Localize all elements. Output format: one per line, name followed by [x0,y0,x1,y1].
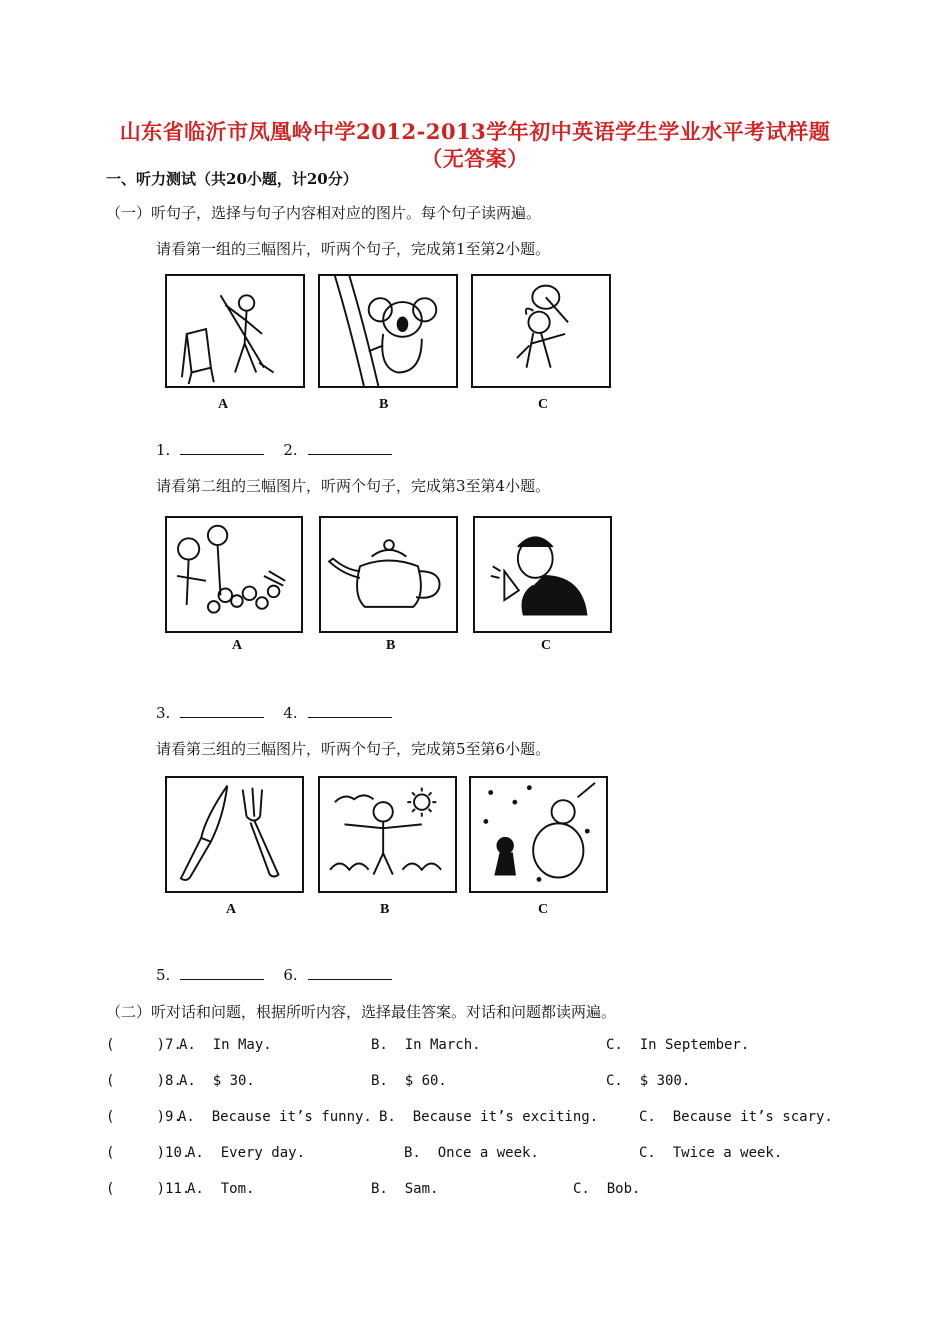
sunny-day-picture [318,776,457,893]
man-sneezing-picture [473,516,612,633]
question-number: 4. [283,704,298,722]
picture-label-a: A [218,397,229,412]
picture-label-b: B [380,902,390,917]
option-b: B. Once a week. [404,1145,539,1161]
option-c: C. Bob. [573,1181,641,1197]
question-number: 8. [165,1073,182,1089]
question-number: 3. [156,704,171,722]
question-row-7 [106,1037,182,1053]
knife-and-fork-picture [165,776,304,893]
part1-instruction: （一）听句子，选择与句子内容相对应的图片。每个句子读两遍。 [106,204,542,222]
group2-instruction: 请看第二组的三幅图片，听两个句子，完成第3至第4小题。 [156,477,551,495]
picture-label-b: B [386,638,396,653]
answer-blank[interactable] [180,440,264,455]
answer-blank[interactable] [180,703,264,718]
group1-instruction: 请看第一组的三幅图片，听两个句子，完成第1至第2小题。 [156,240,551,258]
answer-parenthesis[interactable]: ( ) [106,1109,166,1125]
option-a: A. Every day. [187,1145,306,1161]
question-row-8 [106,1073,182,1089]
option-c: C. Because it’s scary. [639,1109,833,1125]
group3-instruction: 请看第三组的三幅图片，听两个句子，完成第5至第6小题。 [156,740,551,758]
option-b: B. Sam. [371,1181,439,1197]
option-a: A. $ 30. [179,1073,255,1089]
question-number: 9. [165,1109,182,1125]
question-number: 1. [156,441,171,459]
question-row-10 [106,1145,190,1161]
snowman-picture [469,776,608,893]
picture-label-c: C [538,397,549,412]
question-number: 5. [156,966,171,984]
answer-blank[interactable] [308,965,392,980]
teapot-picture [319,516,458,633]
girl-playing-tennis-picture [471,274,611,388]
option-b: B. In March. [371,1037,481,1053]
people-with-vegetables-picture [165,516,303,633]
picture-label-a: A [226,902,237,917]
option-a: A. Because it’s funny. [178,1109,372,1125]
answer-blank[interactable] [308,703,392,718]
answer-blanks-5-6 [156,965,392,984]
answer-blanks-1-2 [156,440,392,459]
question-number: 7. [165,1037,182,1053]
answer-parenthesis[interactable]: ( ) [106,1181,166,1197]
option-c: C. Twice a week. [639,1145,783,1161]
document-title-line2: （无答案） [421,146,529,171]
option-c: C. In September. [606,1037,750,1053]
question-row-9 [106,1109,182,1125]
option-a: A. Tom. [187,1181,255,1197]
answer-parenthesis[interactable]: ( ) [106,1073,166,1089]
koala-picture [318,274,458,388]
answer-blanks-3-4 [156,703,392,722]
answer-blank[interactable] [180,965,264,980]
person-sweeping-picture [165,274,305,388]
option-a: A. In May. [179,1037,272,1053]
answer-parenthesis[interactable]: ( ) [106,1037,166,1053]
part2-instruction: （二）听对话和问题，根据所听内容，选择最佳答案。对话和问题都读两遍。 [106,1003,617,1021]
picture-label-c: C [541,638,552,653]
picture-label-a: A [232,638,243,653]
picture-label-c: C [538,902,549,917]
question-row-11 [106,1181,190,1197]
question-number: 6. [283,966,298,984]
option-b: B. Because it’s exciting. [379,1109,599,1125]
option-c: C. $ 300. [606,1073,691,1089]
question-number: 11. [165,1181,191,1197]
option-b: B. $ 60. [371,1073,447,1089]
question-number: 2. [283,441,298,459]
document-title-line1: 山东省临沂市凤凰岭中学2012-2013学年初中英语学生学业水平考试样题 [119,119,831,144]
section-heading-listening: 一、听力测试（共20小题，计20分） [106,170,358,188]
question-number: 10. [165,1145,191,1161]
picture-label-b: B [379,397,389,412]
answer-blank[interactable] [308,440,392,455]
answer-parenthesis[interactable]: ( ) [106,1145,166,1161]
